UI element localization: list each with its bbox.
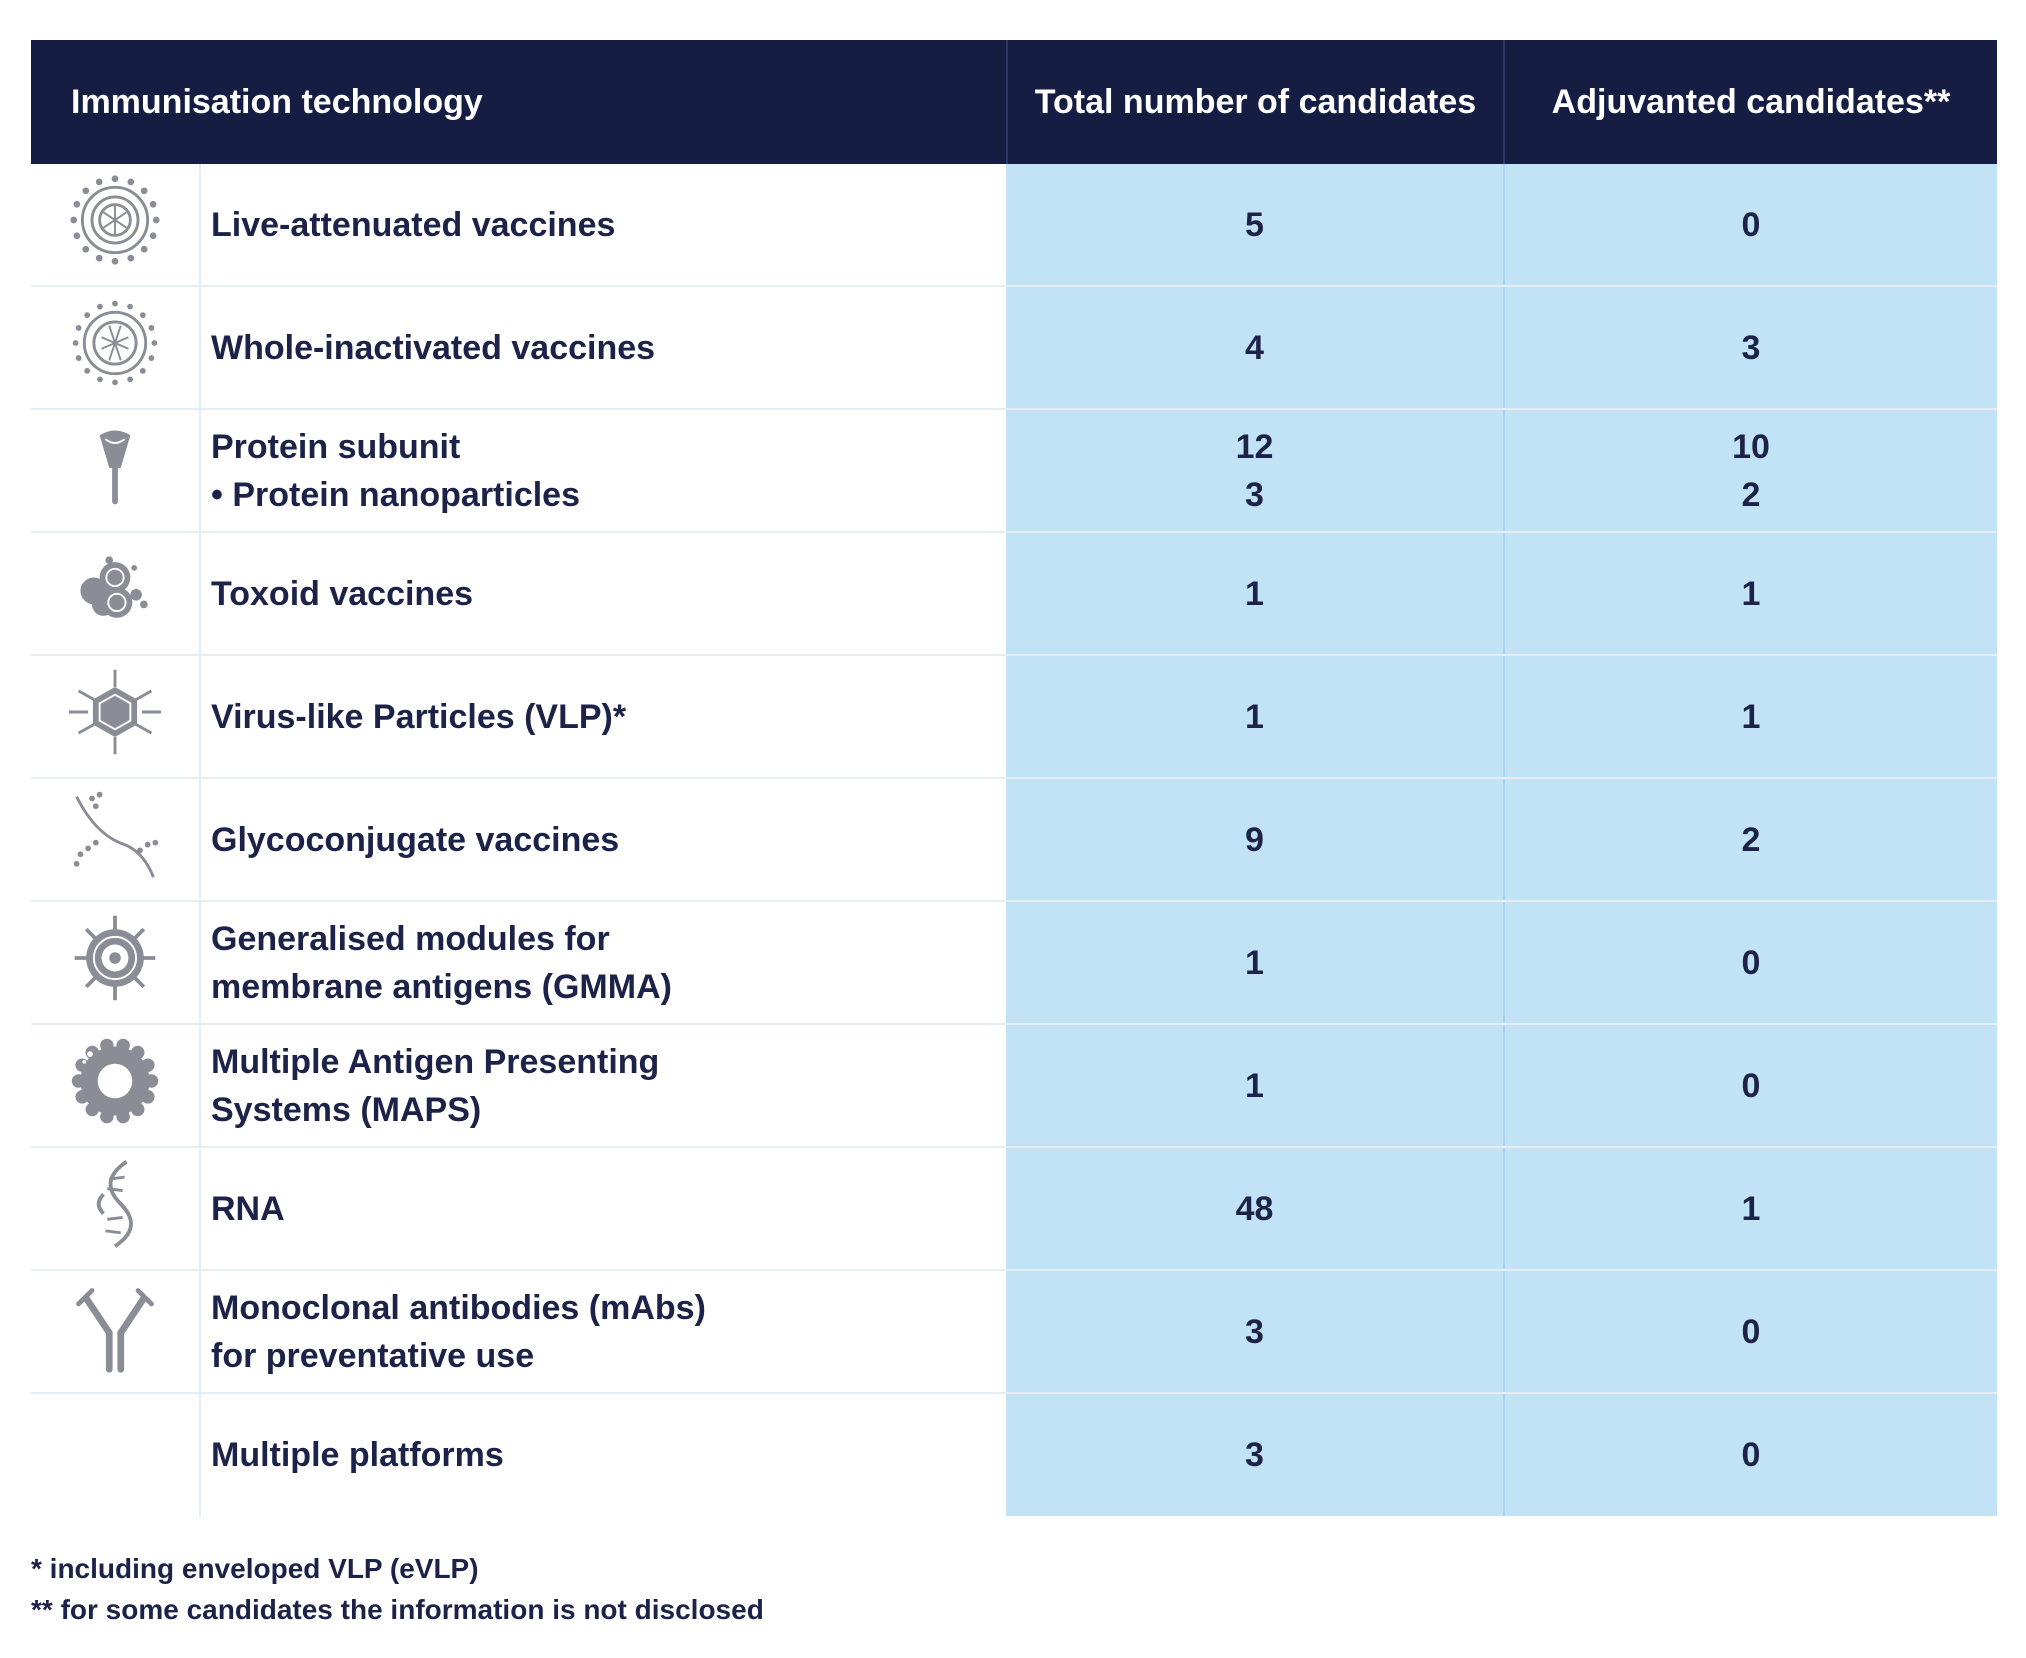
adjuvanted-candidates-cell <box>1503 287 1997 408</box>
inactivated-virus-icon <box>67 295 163 400</box>
table-header <box>31 40 1997 164</box>
table-row <box>31 1271 1997 1394</box>
table-row <box>31 1025 1997 1148</box>
total-candidates-cell <box>1006 779 1503 900</box>
technology-icon-cell <box>31 656 201 777</box>
adjuvanted-candidates-value: 1 <box>1741 697 1761 736</box>
total-candidates-value: 1 <box>1245 697 1264 736</box>
technology-icon-cell <box>31 1025 201 1146</box>
virus-like-particle-icon <box>67 664 163 769</box>
adjuvanted-candidates-value: 10 <box>1732 427 1770 466</box>
adjuvanted-candidates-cell <box>1503 410 1997 531</box>
adjuvanted-candidates-cell <box>1503 656 1997 777</box>
table-row <box>31 656 1997 779</box>
technology-label-line: Monoclonal antibodies (mAbs) <box>211 1288 706 1327</box>
technology-label <box>201 1025 1006 1146</box>
adjuvanted-candidates-value: 2 <box>1741 820 1761 859</box>
protein-subunit-icon <box>67 418 163 523</box>
technology-label <box>201 656 1006 777</box>
technology-label-line: membrane antigens (GMMA) <box>211 967 672 1006</box>
technology-label-line: Toxoid vaccines <box>211 574 474 613</box>
adjuvanted-candidates-value: 0 <box>1741 1436 1761 1474</box>
table-row <box>31 1394 1997 1516</box>
table-row <box>31 164 1997 287</box>
total-candidates-value: 1 <box>1245 943 1264 982</box>
total-candidates-value: 1 <box>1245 1066 1264 1105</box>
technology-label <box>201 533 1006 654</box>
adjuvanted-candidates-value: 0 <box>1741 1066 1761 1105</box>
total-candidates-value: 4 <box>1245 328 1264 367</box>
table-row <box>31 287 1997 410</box>
table-row <box>31 902 1997 1025</box>
header-technology: Immunisation technology <box>71 82 483 121</box>
adjuvanted-candidates-cell <box>1503 902 1997 1023</box>
technology-label <box>201 1148 1006 1269</box>
adjuvanted-candidates-value: 0 <box>1741 1312 1761 1351</box>
adjuvanted-candidates-value: 1 <box>1741 574 1761 613</box>
maps-gear-icon <box>67 1033 163 1138</box>
technology-label <box>201 902 1006 1023</box>
adjuvanted-candidates-value: 0 <box>1741 943 1761 982</box>
footnotes <box>31 1548 764 1630</box>
technology-label-line: Multiple Antigen Presenting <box>211 1042 660 1081</box>
technology-icon-cell <box>31 902 201 1023</box>
table-row <box>31 533 1997 656</box>
antibody-icon <box>67 1279 163 1384</box>
total-candidates-cell <box>1006 533 1503 654</box>
header-adjuvanted-candidates: Adjuvanted candidates** <box>1503 40 1997 164</box>
technology-icon-cell <box>31 1394 201 1516</box>
adjuvanted-candidates-value: 2 <box>1741 475 1761 514</box>
technology-label-line: Multiple platforms <box>211 1436 504 1474</box>
footnote-adjuvanted: ** for some candidates the information is not disclosed <box>31 1594 764 1625</box>
adjuvanted-candidates-cell <box>1503 1025 1997 1146</box>
technology-icon-cell <box>31 164 201 285</box>
live-attenuated-virus-icon <box>67 172 163 277</box>
total-candidates-cell <box>1006 1148 1503 1269</box>
adjuvanted-candidates-value: 1 <box>1741 1189 1761 1228</box>
total-candidates-cell <box>1006 410 1503 531</box>
table-row <box>31 779 1997 902</box>
total-candidates-value: 48 <box>1235 1189 1274 1228</box>
adjuvanted-candidates-cell <box>1503 1271 1997 1392</box>
total-candidates-cell <box>1006 1025 1503 1146</box>
adjuvanted-candidates-value: 0 <box>1741 205 1761 244</box>
total-candidates-value: 12 <box>1235 427 1274 466</box>
technology-label-line: for preventative use <box>211 1336 535 1375</box>
technology-icon-cell <box>31 1148 201 1269</box>
technology-icon-cell <box>31 410 201 531</box>
technology-label <box>201 779 1006 900</box>
gmma-icon <box>67 910 163 1015</box>
technology-icon-cell <box>31 533 201 654</box>
technology-label-line: Systems (MAPS) <box>211 1090 482 1129</box>
total-candidates-value: 3 <box>1245 1436 1264 1474</box>
technology-label-line: Glycoconjugate vaccines <box>211 820 620 859</box>
technology-label-line: Protein subunit <box>211 427 461 466</box>
total-candidates-cell <box>1006 656 1503 777</box>
technology-icon-cell <box>31 1271 201 1392</box>
total-candidates-cell <box>1006 1271 1503 1392</box>
glycoconjugate-icon <box>67 787 163 892</box>
total-candidates-value: 9 <box>1245 820 1264 859</box>
adjuvanted-candidates-cell <box>1503 1394 1997 1516</box>
toxoid-icon <box>67 541 163 646</box>
rna-helix-icon <box>67 1156 163 1261</box>
total-candidates-value: 3 <box>1245 1312 1264 1351</box>
technology-label <box>201 287 1006 408</box>
header-total-candidates: Total number of candidates <box>1006 40 1503 164</box>
table-body <box>31 164 1997 1516</box>
total-candidates-cell <box>1006 902 1503 1023</box>
vaccine-technology-table <box>31 40 1997 1516</box>
technology-label-line: Whole-inactivated vaccines <box>211 328 656 367</box>
total-candidates-cell <box>1006 1394 1503 1516</box>
technology-label-line: Live-attenuated vaccines <box>211 205 616 244</box>
technology-icon-cell <box>31 779 201 900</box>
table-row <box>31 1148 1997 1271</box>
technology-icon-cell <box>31 287 201 408</box>
technology-label <box>201 1271 1006 1392</box>
total-candidates-value: 3 <box>1245 475 1264 514</box>
total-candidates-cell <box>1006 287 1503 408</box>
adjuvanted-candidates-cell <box>1503 779 1997 900</box>
technology-label <box>201 164 1006 285</box>
total-candidates-value: 5 <box>1245 205 1264 244</box>
total-candidates-cell <box>1006 164 1503 285</box>
technology-label <box>201 410 1006 531</box>
technology-label-line: Virus-like Particles (VLP)* <box>211 697 627 736</box>
table-row <box>31 410 1997 533</box>
technology-label-line: • Protein nanoparticles <box>211 475 580 514</box>
footnote-vlp: * including enveloped VLP (eVLP) <box>31 1553 479 1584</box>
adjuvanted-candidates-cell <box>1503 164 1997 285</box>
adjuvanted-candidates-cell <box>1503 533 1997 654</box>
technology-label <box>201 1394 1006 1516</box>
total-candidates-value: 1 <box>1245 574 1264 613</box>
technology-label-line: Generalised modules for <box>211 919 610 958</box>
adjuvanted-candidates-value: 3 <box>1741 328 1761 367</box>
adjuvanted-candidates-cell <box>1503 1148 1997 1269</box>
technology-label-line: RNA <box>211 1189 285 1228</box>
